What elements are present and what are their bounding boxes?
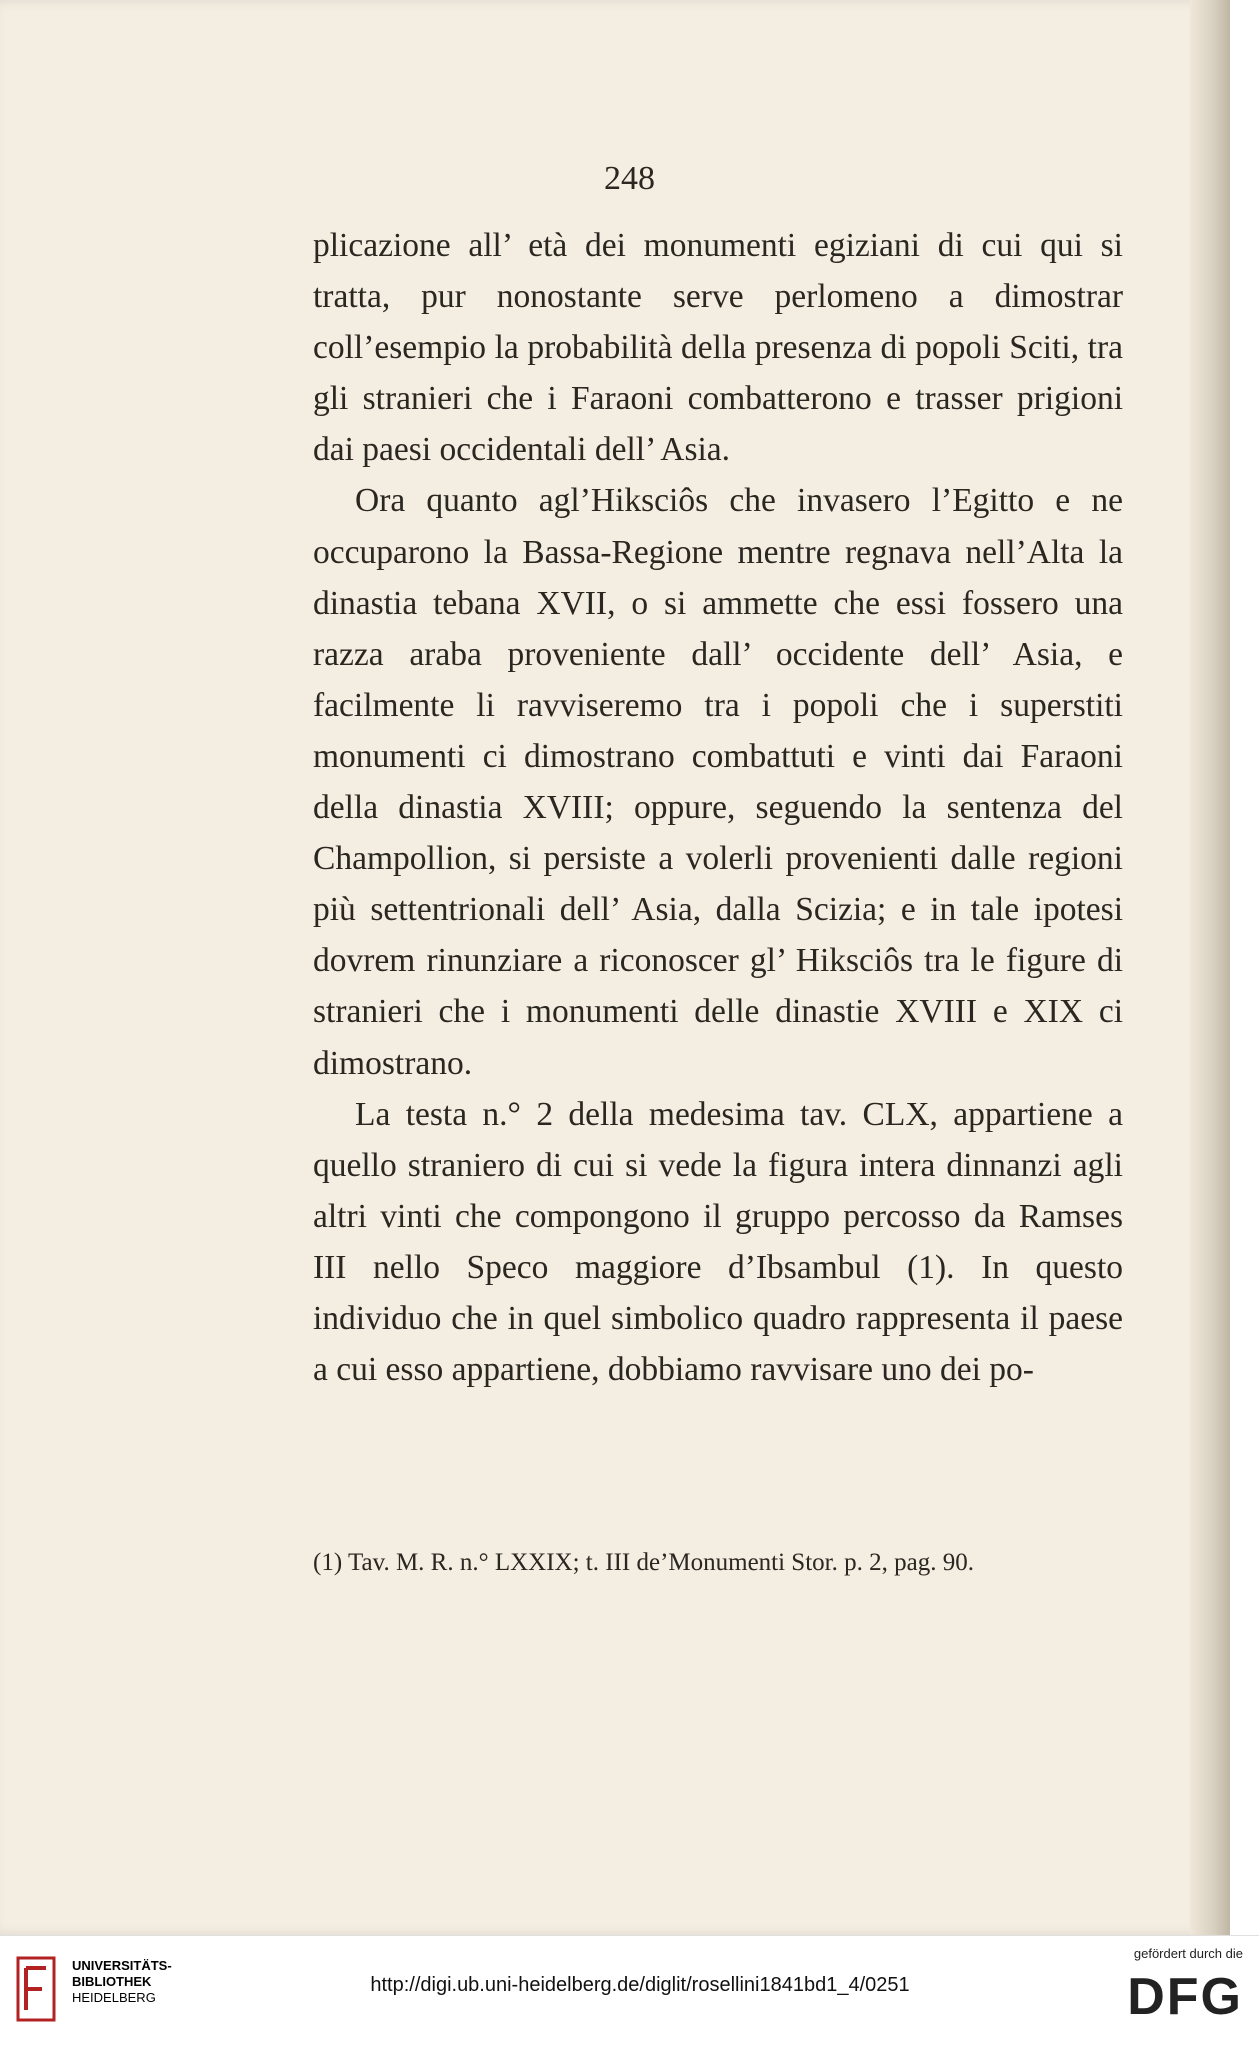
paragraph-3: La testa n.° 2 della medesima tav. CLX, appartiene a quello straniero di cui si vede la figura intera dinnanzi agli altri vinti che compongono il gruppo percosso da Ramses III nello Speco maggiore d’Ibsambul (1). In questo individuo che in quel simbolico quadro rappresenta il paese a cui esso appartiene, dobbiamo ravvisare uno dei po- <box>313 1095 1123 1389</box>
footnote: (1) Tav. M. R. n.° LXXIX; t. III de’Monumenti Stor. p. 2, pag. 90. <box>313 1549 974 1576</box>
page-number: 248 <box>604 160 655 197</box>
paragraph-1: plicazione all’ età dei monumenti egiziani di cui qui si tratta, pur nonostante serve perlomeno a dimostrar coll’esempio la probabilità della presenza di popoli Sciti, tra gli stranieri che i Faraoni combatterono e trasser prigioni dai paesi occidentali dell’ Asia. <box>313 227 1123 469</box>
library-name-line-3: HEIDELBERG <box>72 1990 156 2005</box>
footer-bar <box>0 1935 1259 2045</box>
dfg-logo: DFG <box>1127 1968 1243 2026</box>
library-name-line-2: BIBLIOTHEK <box>72 1974 152 1989</box>
page-edge <box>1190 0 1230 1935</box>
source-url-link[interactable]: http://digi.ub.uni-heidelberg.de/diglit/rosellini1841bd1_4/0251 <box>370 1974 910 1996</box>
funding-credit <box>1093 1946 1243 2025</box>
paragraph-2: Ora quanto agl’Hiksciôs che invasero l’Egitto e ne occuparono la Bassa-Regione mentre regnava nell’Alta la dinastia tebana XVII, o si ammette che essi fossero una razza araba proveniente dall’ occidente dell’ Asia, e facilmente li ravviseremo tra i popoli che i superstiti monumenti ci dimostrano combattuti e vinti dai Faraoni della dinastia XVIII; oppure, seguendo la sentenza del Champollion, si persiste a volerli provenienti dalle regioni più settentrionali dell’ Asia, dalla Scizia; e in tale ipotesi dovrem rinunziare a riconoscer gl’ Hiksciôs tra le figure di stranieri che i monumenti delle dinastie XVIII e XIX ci dimostrano. <box>313 482 1123 1082</box>
body-text <box>313 220 1123 1395</box>
library-name-line-1: UNIVERSITÄTS- <box>72 1958 172 1973</box>
library-name <box>72 1958 172 2006</box>
library-logo-icon <box>14 1954 58 2024</box>
funded-label: gefördert durch die <box>1133 1946 1243 1961</box>
